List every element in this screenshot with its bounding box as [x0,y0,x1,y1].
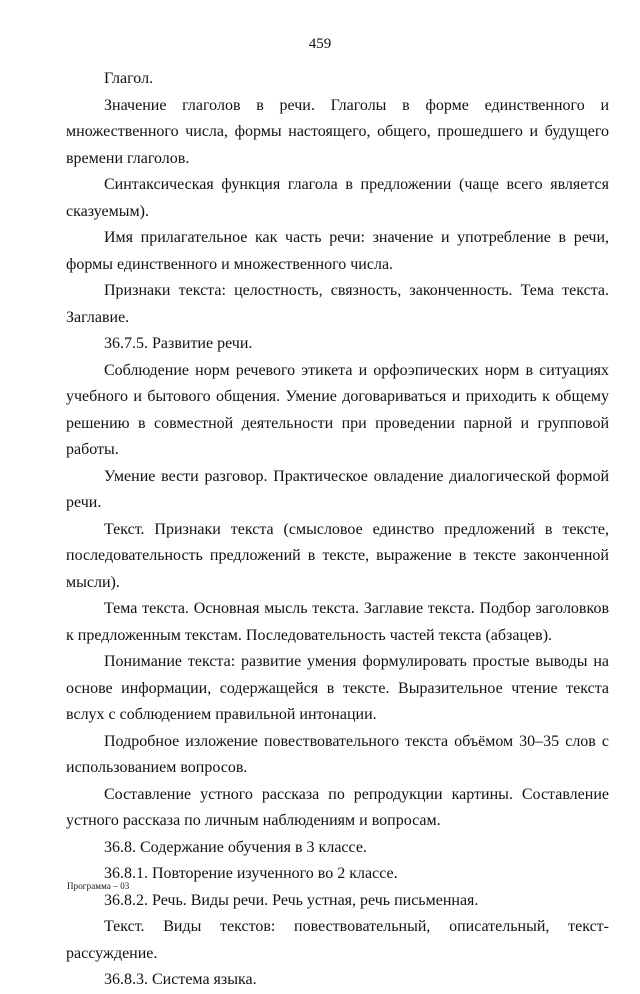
page-footer: Программа – 03 [67,881,130,891]
section-heading-language-system: 36.8.3. Система языка. [104,971,257,988]
section-heading-speech-types: 36.8.2. Речь. Виды речи. Речь устная, речь письменная. [104,891,479,909]
section-heading-speech-development: 36.7.5. Развитие речи. [104,335,253,352]
paragraph-conversation: Умение вести разговор. Практическое овладение диалогической формой речи. [66,467,609,511]
section-heading-grade-3: 36.8. Содержание обучения в 3 классе. [104,838,367,856]
paragraph-adjective: Имя прилагательное как часть речи: значение и употребление в речи, формы единственного и множественного числа. [66,229,609,273]
paragraph-verb-meaning: Значение глаголов в речи. Глаголы в форме единственного и множественного числа, формы настоящего, общего, прошедшего и будущего времени глаголов. [66,96,609,167]
paragraph-oral-story: Составление устного рассказа по репродукции картины. Составление устного рассказа по личным наблюдениям и вопросам. [66,785,609,829]
paragraph-verb-heading: Глагол. [104,70,154,87]
page-number: 459 [308,36,332,52]
paragraph-text-types: Текст. Виды текстов: повествовательный, описательный, текст-рассуждение. [66,918,609,962]
paragraph-text-theme: Тема текста. Основная мысль текста. Заглавие текста. Подбор заголовков к предложенным текстам. Последовательность частей текста (абзацев). [66,600,609,644]
document-body [66,66,609,994]
paragraph-text-features: Признаки текста: целостность, связность, законченность. Тема текста. Заглавие. [66,282,609,326]
section-heading-review: 36.8.1. Повторение изученного во 2 классе. [104,865,398,882]
paragraph-verb-syntax: Синтаксическая функция глагола в предложении (чаще всего является сказуемым). [66,176,609,220]
paragraph-text-signs: Текст. Признаки текста (смысловое единство предложений в тексте, последовательность предложений в тексте, выражение в тексте законченной мысли). [66,520,609,591]
paragraph-text-understanding: Понимание текста: развитие умения формулировать простые выводы на основе информации, содержащейся в тексте. Выразительное чтение текста вслух с соблюдением правильной интонации. [66,653,609,723]
paragraph-detailed-presentation: Подробное изложение повествовательного текста объёмом 30–35 слов с использованием вопросов. [66,732,609,776]
paragraph-speech-etiquette: Соблюдение норм речевого этикета и орфоэпических норм в ситуациях учебного и бытового общения. Умение договариваться и приходить к общему решению в совместной деятельности при проведении парной и групповой работы. [66,361,609,458]
